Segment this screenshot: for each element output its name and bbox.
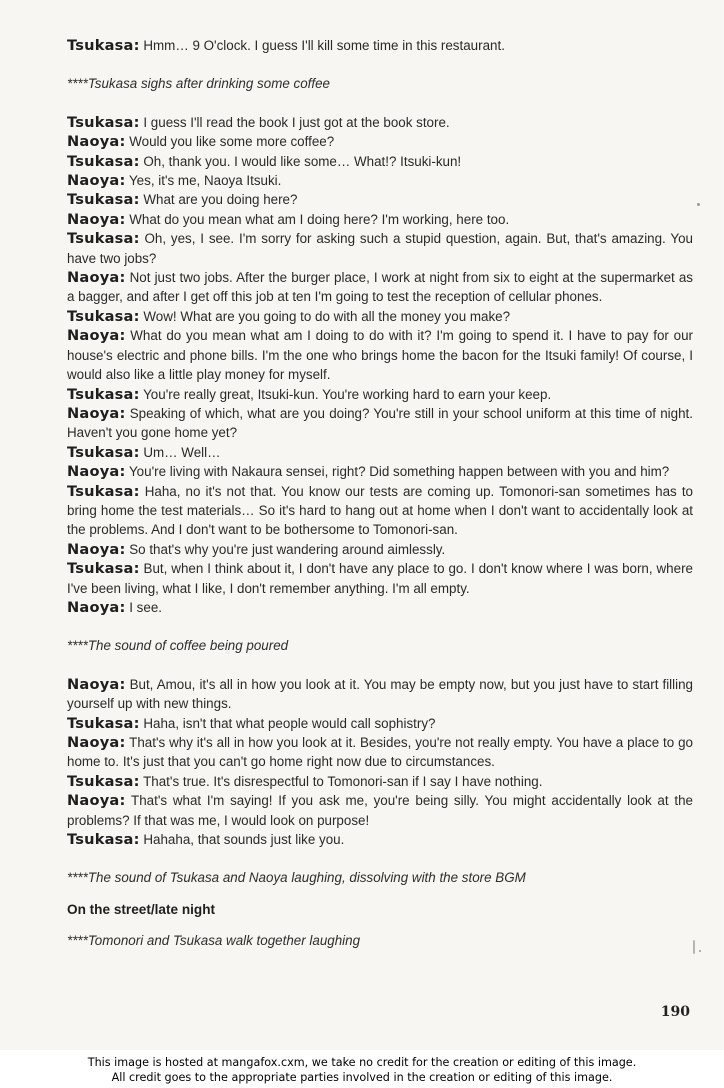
dialogue-line [67,540,693,559]
speaker-name: Naoya: [67,675,126,693]
dialogue-text: Would you like some more coffee? [129,134,335,150]
dialogue-line [67,404,693,443]
speaker-name: Tsukasa: [67,152,140,170]
dialogue-line [67,733,693,772]
dialogue-text: Haha, isn't that what people would call sophistry? [143,715,436,731]
dialogue-line [67,482,693,540]
dialogue-text: Not just two jobs. After the burger place, I work at night from six to eight at the supermarket as a bagger, and after I get off this job at ten I'm going to test the reception of cellular phones. [67,270,693,305]
dialogue-text: What do you mean what am I doing here? I'm working, here too. [129,211,510,227]
hosting-credit [0,1055,724,1085]
dialogue-line [67,229,693,268]
dialogue-line [67,675,693,714]
dialogue-line [67,326,693,384]
speaker-name: Naoya: [67,133,126,151]
dialogue-text: Wow! What are you going to do with all the money you make? [143,308,511,324]
credit-line-2: All credit goes to the appropriate parties involved in the creation or editing of this image. [111,1071,613,1084]
dialogue-line [67,307,693,326]
stage-direction: ****The sound of Tsukasa and Naoya laughing, dissolving with the store BGM [67,870,526,886]
speaker-name: Tsukasa: [67,443,140,461]
dialogue-text: You're really great, Itsuki-kun. You're working hard to earn your keep. [143,386,552,402]
speaker-name: Tsukasa: [67,230,140,248]
speaker-name: Tsukasa: [67,772,140,790]
scene-heading: On the street/late night [67,901,216,917]
dialogue-text: Haha, no it's not that. You know our tests are coming up. Tomonori-san sometimes has to bring home the test materials… So it's hard to hang out at home when I don't want to accidentally look at the problems. And I don't want to be bothersome to Tomonori-san. [67,483,693,538]
speaker-name: Tsukasa: [67,191,140,209]
speaker-name: Tsukasa: [67,385,140,403]
stage-direction: ****Tsukasa sighs after drinking some coffee [67,76,330,92]
dialogue-text: Hmm… 9 O'clock. I guess I'll kill some time in this restaurant. [143,38,505,53]
page-number: 190 [660,1004,690,1020]
credit-line-1: This image is hosted at mangafox.cxm, we take no credit for the creation or editing of this image. [87,1056,637,1069]
dialogue-line [67,113,693,132]
script-text [67,36,693,951]
dialogue-text: I see. [129,599,162,615]
speaker-name: Tsukasa: [67,113,140,131]
speaker-name: Naoya: [67,734,126,751]
dialogue-line [67,36,693,55]
dialogue-text: Speaking of which, what are you doing? You're still in your school uniform at this time of night. Haven't you gone home yet? [67,405,693,441]
speaker-name: Naoya: [67,598,126,616]
dialogue-line [67,385,693,404]
dialogue-line [67,190,693,209]
speaker-name: Naoya: [67,404,126,422]
speaker-name: Naoya: [67,269,126,287]
stage-direction: ****Tomonori and Tsukasa walk together laughing [67,933,361,949]
dialogue-line [67,462,693,481]
dialogue-text: That's true. It's disrespectful to Tomonori-san if I say I have nothing. [143,773,543,789]
dialogue-line [67,268,693,307]
dialogue-text: Yes, it's me, Naoya Itsuki. [128,173,282,189]
speaker-name: Tsukasa: [67,831,140,849]
dialogue-text: But, Amou, it's all in how you look at it. You may be empty now, but you just have to start filling yourself up with new things. [67,676,693,712]
dialogue-line [67,830,693,849]
dialogue-text: Um… Well… [143,444,221,460]
dialogue-line [67,791,693,830]
speaker-name: Tsukasa: [67,37,140,54]
paper-speck-mark [699,950,701,952]
speaker-name: Tsukasa: [67,482,140,500]
dialogue-line [67,598,693,617]
dialogue-text: Hahaha, that sounds just like you. [143,832,345,848]
stage-direction: ****The sound of coffee being poured [67,638,289,654]
speaker-name: Naoya: [67,210,126,228]
dialogue-line [67,714,693,733]
dialogue-text: What are you doing here? [143,192,298,208]
speaker-name: Naoya: [67,463,126,481]
paper-speck-mark [693,940,695,954]
dialogue-line [67,772,693,791]
speaker-name: Naoya: [67,540,126,558]
dialogue-text: Oh, thank you. I would like some… What!? Itsuki-kun! [143,153,462,169]
dialogue-text: That's what I'm saying! If you ask me, you're being silly. You might accidentally look at the problems? If that was me, I would look on purpose! [67,793,693,828]
dialogue-line [67,152,693,171]
dialogue-text: So that's why you're just wandering around aimlessly. [129,541,446,557]
paper-speck-mark [697,203,700,206]
dialogue-line [67,210,693,229]
dialogue-line [67,443,693,462]
dialogue-text: I guess I'll read the book I just got at the book store. [143,114,450,130]
speaker-name: Naoya: [67,327,126,345]
dialogue-text: You're living with Nakaura sensei, right? Did something happen between with you and him? [128,464,670,480]
dialogue-text: But, when I think about it, I don't have any place to go. I don't know where I was born, where I've been living, what I like, I don't remember anything. I'm all empty. [67,561,693,596]
speaker-name: Naoya: [67,172,126,190]
dialogue-line [67,171,693,190]
dialogue-line [67,132,693,151]
speaker-name: Tsukasa: [67,560,140,578]
dialogue-line [67,559,693,598]
speaker-name: Tsukasa: [67,307,140,325]
speaker-name: Tsukasa: [67,714,140,732]
speaker-name: Naoya: [67,792,126,810]
dialogue-text: What do you mean what am I doing to do with it? I'm going to spend it. I have to pay for our house's electric and phone bills. I'm the one who brings home the bacon for the Itsuki family! Of course, I would also like a little play money for myself. [67,328,693,383]
dialogue-text: That's why it's all in how you look at it. Besides, you're not really empty. You have a place to go home to. It's just that you can't go home right now due to circumstances. [67,735,693,770]
dialogue-text: Oh, yes, I see. I'm sorry for asking such a stupid question, again. But, that's amazing. You have two jobs? [67,231,693,266]
